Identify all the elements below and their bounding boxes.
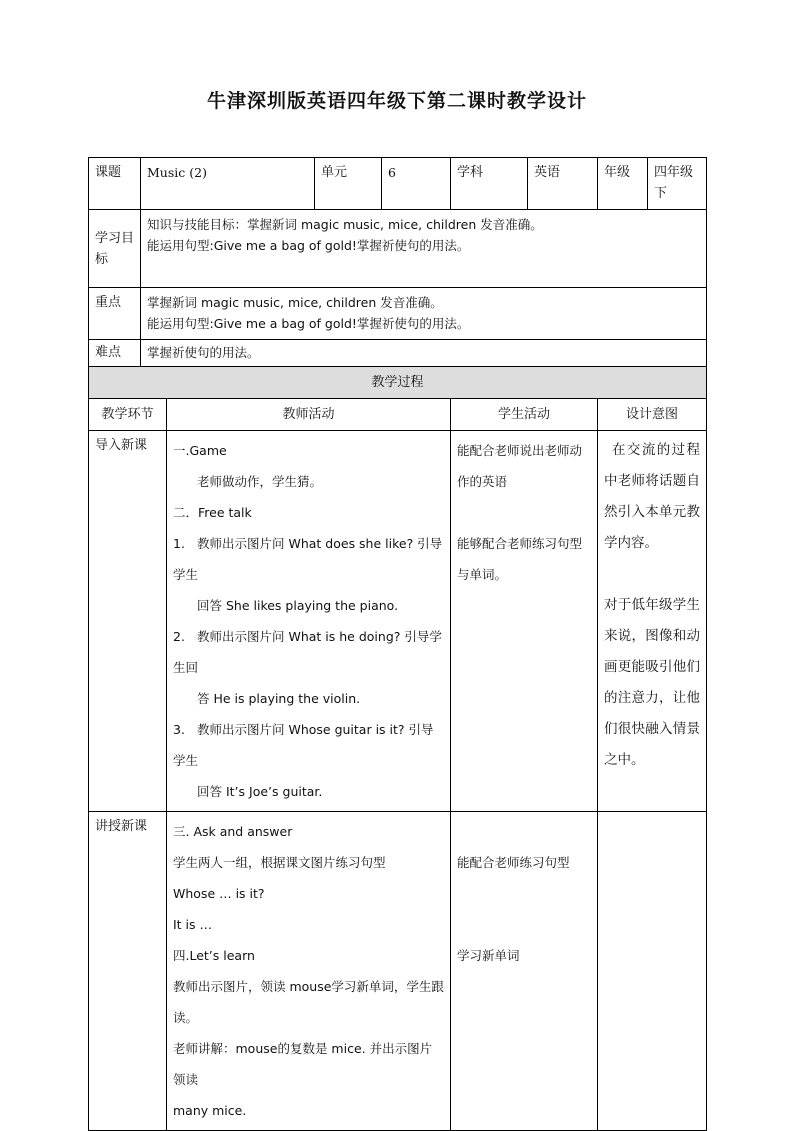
unit-value: 6 — [382, 158, 451, 210]
grade-label: 年级 — [598, 158, 648, 210]
intro-item-1-b: 回答 She likes playing the piano. — [197, 598, 399, 613]
intro-item-2-a: 教师出示图片问 What is he doing? 引导学生回 — [173, 629, 442, 675]
intro-student-activity — [451, 431, 598, 812]
intro-item-3-num: 3. — [173, 722, 185, 737]
teach-t5: 四.Let’s learn — [173, 948, 255, 963]
intro-teacher-activity — [167, 431, 451, 812]
header-design: 设计意图 — [598, 399, 707, 431]
teach-t7: 老师讲解：mouse的复数是 mice. 并出示图片领读 — [173, 1041, 433, 1087]
intro-item-2-b: 答 He is playing the violin. — [197, 691, 361, 706]
intro-item-1-num: 1. — [173, 536, 185, 551]
teach-student-activity — [451, 812, 598, 1131]
teach-s-spacer-1 — [457, 816, 591, 847]
goals-content — [141, 210, 707, 288]
intro-stage: 导入新课 — [89, 431, 167, 812]
process-title-row — [89, 367, 707, 399]
intro-t2: 老师做动作，学生猜。 — [197, 474, 323, 489]
teach-teacher-activity — [167, 812, 451, 1131]
grade-value: 四年级下 — [648, 158, 707, 210]
intro-item-3 — [173, 714, 444, 776]
difficulty-content: 掌握祈使句的用法。 — [141, 340, 707, 367]
header-stage: 教学环节 — [89, 399, 167, 431]
intro-t3: 二．Free talk — [173, 505, 252, 520]
teach-s1: 能配合老师练习句型 — [457, 855, 570, 870]
topic-value: Music (2) — [141, 158, 315, 210]
intro-t1: 一.Game — [173, 443, 227, 458]
intro-design-intent — [598, 431, 707, 812]
teach-t6: 教师出示图片，领读 mouse学习新单词，学生跟读。 — [173, 979, 444, 1025]
goals-row — [89, 210, 707, 288]
process-header-row — [89, 399, 707, 431]
intro-s-spacer — [457, 497, 591, 528]
process-title: 教学过程 — [89, 367, 707, 399]
intro-item-1 — [173, 528, 444, 590]
intro-item-3-b: 回答 It’s Joe’s guitar. — [197, 784, 323, 799]
intro-item-2-num: 2. — [173, 629, 185, 644]
key-points-line-1: 掌握新词 magic music, mice, children 发音准确。 — [147, 295, 443, 310]
unit-label: 单元 — [315, 158, 382, 210]
difficulty-label: 难点 — [89, 340, 141, 367]
intro-d2: 对于低年级学生来说，图像和动画更能吸引他们的注意力，让他们很快融入情景之中。 — [604, 597, 701, 768]
lesson-plan-table — [88, 157, 707, 1131]
header-student: 学生活动 — [451, 399, 598, 431]
document-title: 牛津深圳版英语四年级下第二课时教学设计 — [206, 90, 587, 112]
teach-t1: 三. Ask and answer — [173, 824, 293, 839]
intro-item-3-a: 教师出示图片问 Whose guitar is it? 引导学生 — [173, 722, 434, 768]
teach-t4: It is … — [173, 917, 213, 932]
key-points-content — [141, 288, 707, 340]
key-points-line-2: 能运用句型:Give me a bag of gold!掌握祈使句的用法。 — [147, 316, 470, 331]
intro-d1: 在交流的过程中老师将话题自然引入本单元教学内容。 — [604, 442, 701, 551]
teach-t3: Whose … is it? — [173, 886, 265, 901]
header-teacher: 教师活动 — [167, 399, 451, 431]
intro-row — [89, 431, 707, 812]
intro-d-spacer — [604, 559, 700, 590]
info-row — [89, 158, 707, 210]
teach-s2: 学习新单词 — [457, 948, 520, 963]
key-points-row — [89, 288, 707, 340]
goals-line-2: 能运用句型:Give me a bag of gold!掌握祈使句的用法。 — [147, 238, 470, 253]
intro-item-2 — [173, 621, 444, 683]
key-points-label: 重点 — [89, 288, 141, 340]
subject-value: 英语 — [528, 158, 598, 210]
teach-stage: 讲授新课 — [89, 812, 167, 1131]
difficulty-row — [89, 340, 707, 367]
goals-label: 学习目标 — [89, 210, 141, 288]
teach-design-intent — [598, 812, 707, 1131]
topic-label: 课题 — [89, 158, 141, 210]
subject-label: 学科 — [451, 158, 528, 210]
teach-t2: 学生两人一组，根据课文图片练习句型 — [173, 855, 386, 870]
teach-t8: many mice. — [173, 1103, 247, 1118]
goals-line-1: 知识与技能目标：掌握新词 magic music, mice, children 发音准确。 — [147, 217, 543, 232]
intro-s1: 能配合老师说出老师动作的英语 — [457, 443, 583, 489]
intro-item-1-a: 教师出示图片问 What does she like? 引导学生 — [173, 536, 443, 582]
intro-s2: 能够配合老师练习句型与单词。 — [457, 536, 583, 582]
teach-s-spacer-2 — [457, 878, 591, 940]
teach-row — [89, 812, 707, 1131]
